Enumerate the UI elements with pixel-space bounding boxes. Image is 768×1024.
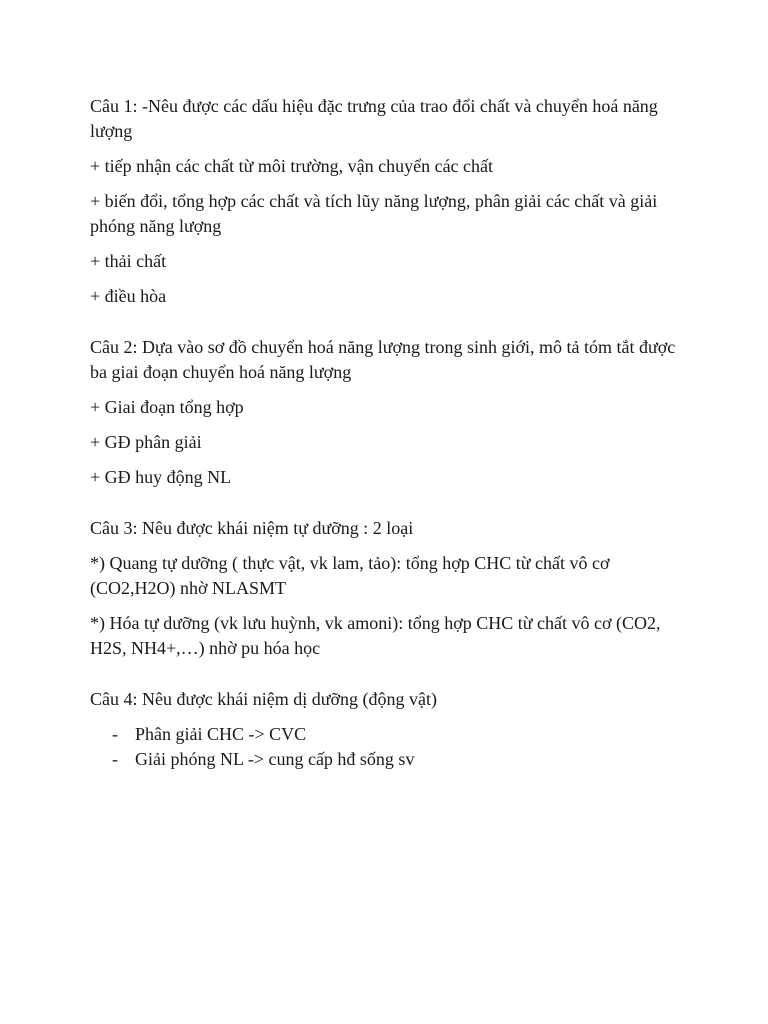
question-3-line: *) Quang tự dưỡng ( thực vật, vk lam, tảo): tổng hợp CHC từ chất vô cơ (CO2,H2O) nhờ NLASMT [90, 553, 610, 598]
question-4 [90, 687, 690, 772]
list-item-text: Giải phóng NL -> cung cấp hđ sống sv [135, 749, 415, 769]
question-1-line: + tiếp nhận các chất từ môi trường, vận chuyển các chất [90, 156, 494, 176]
list-item [90, 722, 690, 747]
question-1-heading: Câu 1: -Nêu được các dấu hiệu đặc trưng của trao đổi chất và chuyển hoá năng lượng [90, 96, 658, 141]
dash-bullet: - [112, 749, 118, 769]
question-4-list [90, 722, 690, 772]
question-3-heading: Câu 3: Nêu được khái niệm tự dưỡng : 2 loại [90, 518, 414, 538]
dash-bullet: - [112, 724, 118, 744]
question-1-line: + biến đổi, tổng hợp các chất và tích lũy năng lượng, phân giải các chất và giải phóng năng lượng [90, 191, 658, 236]
question-2-line: + GĐ huy động NL [90, 467, 232, 487]
question-2-line: + GĐ phân giải [90, 432, 202, 452]
question-2-line: + Giai đoạn tổng hợp [90, 397, 244, 417]
document-page [90, 94, 690, 772]
list-item [90, 747, 690, 772]
question-1 [90, 94, 690, 309]
list-item-text: Phân giải CHC -> CVC [135, 724, 307, 744]
question-1-line: + thải chất [90, 251, 167, 271]
question-1-line: + điều hòa [90, 286, 167, 306]
question-4-heading: Câu 4: Nêu được khái niệm dị dưỡng (động vật) [90, 689, 437, 709]
question-3 [90, 516, 690, 661]
question-2-heading: Câu 2: Dựa vào sơ đồ chuyển hoá năng lượng trong sinh giới, mô tả tóm tắt được ba giai đoạn chuyển hoá năng lượng [90, 337, 676, 382]
question-2 [90, 335, 690, 490]
question-3-line: *) Hóa tự dưỡng (vk lưu huỳnh, vk amoni): tổng hợp CHC từ chất vô cơ (CO2, H2S, NH4+,…) nhờ pu hóa học [90, 613, 661, 658]
